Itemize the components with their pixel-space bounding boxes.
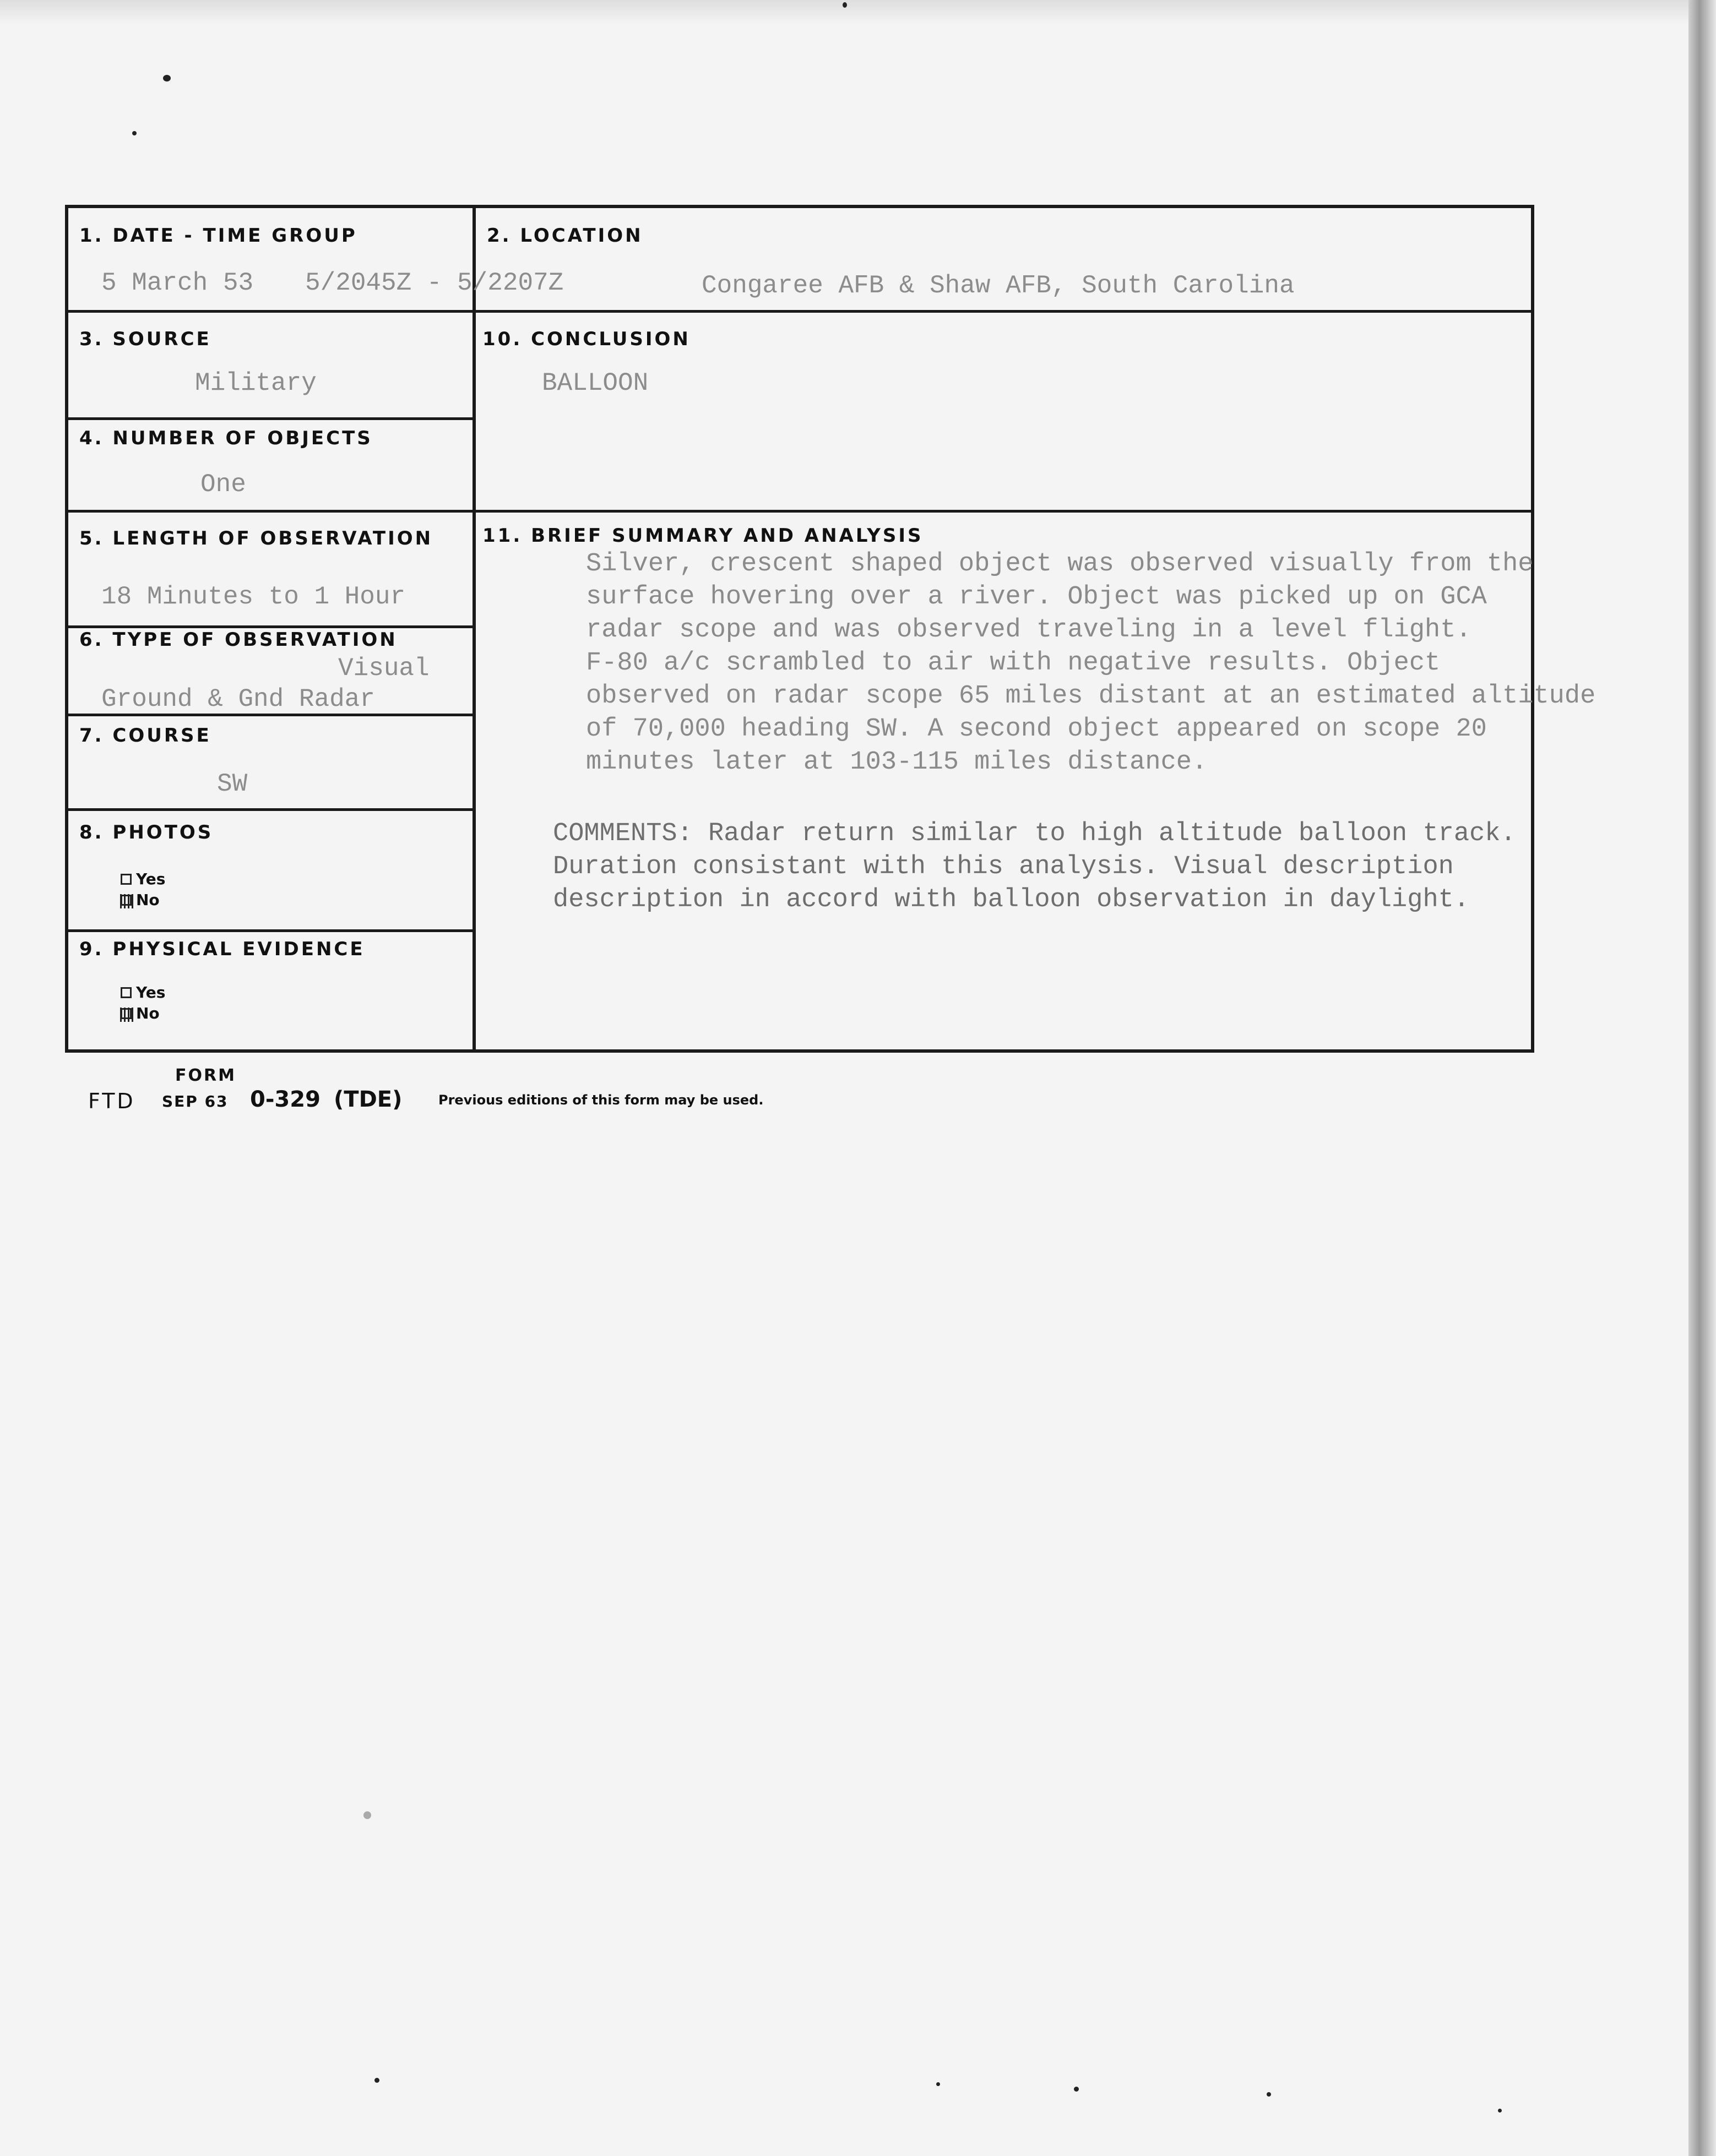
- type-of-observation-label: 6. TYPE OF OBSERVATION: [79, 629, 398, 651]
- scan-speck: [1498, 2109, 1502, 2113]
- footer-note: Previous editions of this form may be used.: [438, 1092, 764, 1108]
- physical-evidence-yes-label: Yes: [136, 983, 166, 1001]
- comment-line: Duration consistant with this analysis. Visual description: [553, 852, 1454, 881]
- time-value: 5/2045Z - 5/2207Z: [305, 269, 564, 297]
- footer-form-number: 0-329: [250, 1087, 321, 1112]
- conclusion-label: 10. CONCLUSION: [482, 328, 691, 350]
- photos-label: 8. PHOTOS: [79, 821, 214, 843]
- footer-ftd: FTD: [88, 1089, 135, 1113]
- summary-line: Silver, crescent shaped object was observed visually from the: [586, 549, 1534, 579]
- physical-evidence-label: 9. PHYSICAL EVIDENCE: [79, 938, 365, 960]
- summary-line: surface hovering over a river. Object was picked up on GCA: [586, 582, 1487, 612]
- date-time-group-label: 1. DATE - TIME GROUP: [79, 225, 357, 247]
- scan-speck: [936, 2082, 940, 2086]
- source-label: 3. SOURCE: [79, 328, 211, 350]
- column-divider: [473, 208, 476, 1050]
- summary-line: minutes later at 103-115 miles distance.: [586, 748, 1208, 777]
- number-of-objects-label: 4. NUMBER OF OBJECTS: [79, 427, 373, 449]
- scan-speck: [1074, 2087, 1079, 2092]
- physical-evidence-no-label: No: [136, 1004, 160, 1022]
- row-divider-2: [68, 510, 1531, 513]
- photos-yes-label: Yes: [136, 870, 166, 888]
- photos-yes-option[interactable]: [121, 870, 165, 888]
- scan-speck: [843, 2, 847, 8]
- comment-line: COMMENTS: Radar return similar to high altitude balloon track.: [553, 819, 1516, 848]
- number-of-objects-value: One: [200, 470, 246, 499]
- source-value: Military: [195, 369, 317, 398]
- page-right-edge: [1688, 0, 1716, 2156]
- photos-no-checkbox[interactable]: [121, 895, 132, 906]
- conclusion-value: BALLOON: [542, 369, 649, 398]
- scan-speck: [132, 131, 137, 135]
- row-divider-3: [68, 417, 473, 420]
- type-of-observation-value-1: Visual: [338, 654, 430, 683]
- row-divider-9: [68, 929, 473, 932]
- footer-form-label: FORM: [175, 1066, 236, 1085]
- photos-no-label: No: [136, 891, 160, 909]
- footer-form-code: (TDE): [334, 1087, 403, 1112]
- type-of-observation-value-2: Ground & Gnd Radar: [101, 685, 375, 714]
- date-value: 5 March 53: [101, 269, 254, 297]
- physical-evidence-no-option[interactable]: [121, 1004, 160, 1022]
- page-top-edge: [0, 0, 1716, 25]
- summary-line: observed on radar scope 65 miles distant at an estimated altitude: [586, 682, 1596, 711]
- summary-line: F-80 a/c scrambled to air with negative results. Object: [586, 649, 1441, 678]
- summary-line: of 70,000 heading SW. A second object appeared on scope 20: [586, 715, 1487, 744]
- project-record-card: [65, 205, 1596, 1053]
- scan-speck: [1267, 2092, 1271, 2097]
- footer-date: SEP 63: [162, 1092, 229, 1110]
- scan-speck: [374, 2078, 379, 2083]
- scan-speck: [163, 75, 171, 81]
- photos-no-option[interactable]: [121, 891, 160, 909]
- location-value: Congaree AFB & Shaw AFB, South Carolina: [702, 271, 1295, 300]
- row-divider-1: [68, 310, 1531, 313]
- summary-line: radar scope and was observed traveling in a level flight.: [586, 616, 1471, 645]
- summary-label: 11. BRIEF SUMMARY AND ANALYSIS: [482, 525, 924, 547]
- comment-line: description in accord with balloon observation in daylight.: [553, 885, 1470, 914]
- row-divider-7: [68, 714, 473, 716]
- scan-speck: [363, 1811, 371, 1819]
- physical-evidence-yes-option[interactable]: [121, 983, 165, 1001]
- photos-yes-checkbox[interactable]: [121, 874, 132, 885]
- physical-evidence-yes-checkbox[interactable]: [121, 987, 132, 998]
- course-value: SW: [217, 770, 248, 798]
- length-of-observation-label: 5. LENGTH OF OBSERVATION: [79, 527, 433, 549]
- length-of-observation-value: 18 Minutes to 1 Hour: [101, 582, 406, 611]
- course-label: 7. COURSE: [79, 725, 211, 747]
- row-divider-8: [68, 808, 473, 811]
- location-label: 2. LOCATION: [487, 225, 643, 247]
- physical-evidence-no-checkbox[interactable]: [121, 1008, 132, 1019]
- row-divider-6: [68, 625, 473, 628]
